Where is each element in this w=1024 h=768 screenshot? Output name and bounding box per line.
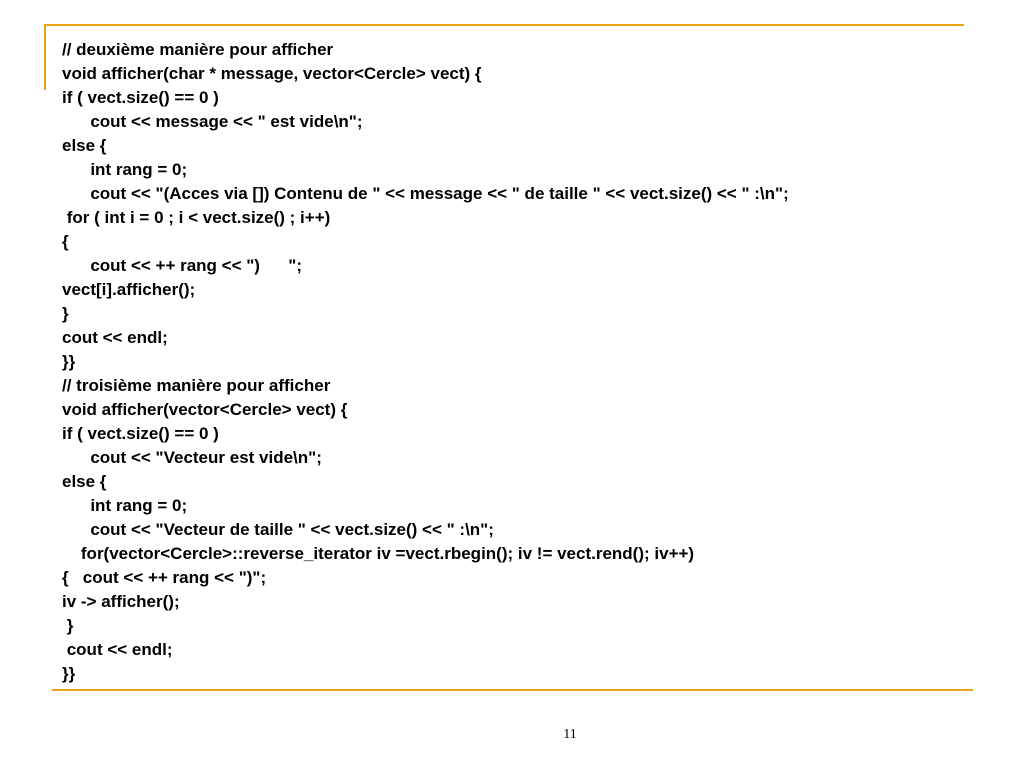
code-line: int rang = 0; [62,496,188,515]
code-line: int rang = 0; [62,160,188,179]
code-line: cout << message << " est vide\n"; [62,112,363,131]
code-line: { [62,232,69,251]
code-line: { cout << ++ rang << ")"; [62,568,267,587]
code-block [62,38,962,686]
code-line: iv -> afficher(); [62,592,180,611]
code-line: for(vector<Cercle>::reverse_iterator iv =vect.rbegin(); iv != vect.rend(); iv++) [62,544,695,563]
code-line: if ( vect.size() == 0 ) [62,424,219,443]
code-line: cout << endl; [62,328,168,347]
code-line: if ( vect.size() == 0 ) [62,88,219,107]
code-line: cout << "(Acces via []) Contenu de " << message << " de taille " << vect.size() << " :\n"; [62,184,789,203]
code-line: } [62,616,74,635]
code-line: else { [62,136,107,155]
code-line: else { [62,472,107,491]
code-line: cout << ++ rang << ") "; [62,256,303,275]
page-number: 11 [563,727,577,742]
code-line: }} [62,352,76,371]
code-line: void afficher(vector<Cercle> vect) { [62,400,348,419]
code-line: cout << "Vecteur de taille " << vect.size() << " :\n"; [62,520,494,539]
code-line: for ( int i = 0 ; i < vect.size() ; i++) [62,208,331,227]
code-line: }} [62,664,76,683]
left-rule [44,24,46,90]
bottom-rule [52,689,973,691]
code-line: void afficher(char * message, vector<Cercle> vect) { [62,64,482,83]
top-rule [44,24,964,26]
code-line: // troisième manière pour afficher [62,376,331,395]
code-line: cout << "Vecteur est vide\n"; [62,448,322,467]
code-line: vect[i].afficher(); [62,280,196,299]
code-line: } [62,304,69,323]
code-line: cout << endl; [62,640,173,659]
code-line: // deuxième manière pour afficher [62,40,334,59]
